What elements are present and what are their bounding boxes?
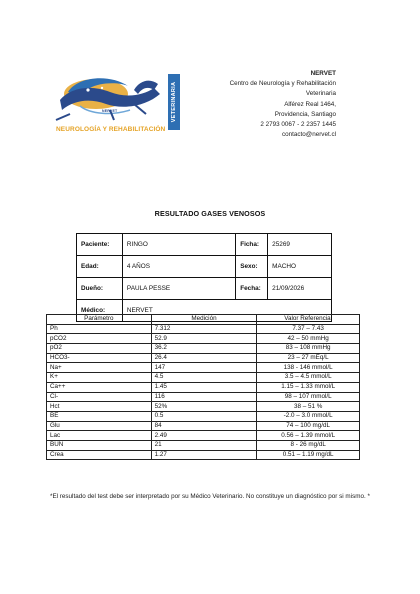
table-row — [47, 344, 360, 354]
document-title: RESULTADO GASES VENOSOS — [154, 209, 266, 218]
parameter-cell: Ph — [47, 324, 152, 334]
measurement-cell: 7.312 — [151, 324, 257, 334]
parameter-cell: Crea — [47, 450, 152, 460]
reference-cell: 1.15 – 1.33 mmol/L — [257, 382, 360, 392]
measurement-cell: 0.5 — [151, 411, 257, 421]
measurement-cell: 26.4 — [151, 353, 257, 363]
parameter-cell: HCO3- — [47, 353, 152, 363]
table-row — [47, 402, 360, 412]
parameter-cell: Lac — [47, 431, 152, 441]
sex-label: Sexo: — [236, 256, 268, 278]
patient-label: Paciente: — [77, 234, 123, 256]
patient-info-table — [76, 233, 332, 322]
table-row — [47, 353, 360, 363]
reference-cell: 7.37 – 7.43 — [257, 324, 360, 334]
doctor-label: Médico: — [77, 300, 123, 322]
measurement-cell: 21 — [151, 440, 257, 450]
nervet-logo — [50, 70, 182, 142]
column-header-parameter: Parámetro — [47, 315, 152, 325]
results-body — [47, 324, 360, 460]
dog-brain-logo-icon — [50, 70, 168, 122]
measurement-cell: 52% — [151, 402, 257, 412]
column-header-measurement: Medición — [151, 315, 257, 325]
table-row — [47, 411, 360, 421]
owner-row — [77, 278, 332, 300]
results-header-row — [47, 315, 360, 325]
measurement-cell: 52.9 — [151, 334, 257, 344]
parameter-cell: BE — [47, 411, 152, 421]
clinic-phone: 2 2793 0067 - 2 2357 1445 — [260, 121, 336, 129]
measurement-cell: 84 — [151, 421, 257, 431]
age-value: 4 AÑOS — [122, 256, 235, 278]
clinic-email: contacto@nervet.cl — [282, 131, 336, 139]
measurement-cell: 1.45 — [151, 382, 257, 392]
reference-cell: 98 – 107 mmol/L — [257, 392, 360, 402]
reference-cell: -2.0 – 3.0 mmol/L — [257, 411, 360, 421]
reference-cell: 3.5 – 4.5 mmol/L — [257, 373, 360, 383]
reference-cell: 83 – 108 mmHg — [257, 344, 360, 354]
reference-cell: 8 - 26 mg/dL — [257, 440, 360, 450]
logo-vertical-text: VETERINARIA — [171, 81, 177, 123]
table-row — [47, 334, 360, 344]
reference-cell: 0.51 – 1.19 mg/dL — [257, 450, 360, 460]
owner-label: Dueño: — [77, 278, 123, 300]
parameter-cell: Glu — [47, 421, 152, 431]
age-label: Edad: — [77, 256, 123, 278]
table-row — [47, 421, 360, 431]
clinic-name: NERVET — [310, 70, 336, 77]
record-label: Ficha: — [236, 234, 268, 256]
table-row — [47, 431, 360, 441]
measurement-cell: 4.5 — [151, 373, 257, 383]
table-row — [47, 450, 360, 460]
reference-cell: 38 – 51 % — [257, 402, 360, 412]
parameter-cell: pO2 — [47, 344, 152, 354]
disclaimer-note: *El resultado del test debe ser interpretado por su Médico Veterinario. No constituye un diagnóstico por si mismo. * — [50, 493, 370, 500]
owner-value: PAULA PESSE — [122, 278, 235, 300]
logo-tagline: NEUROLOGÍA Y REHABILITACIÓN — [56, 126, 166, 133]
parameter-cell: Na+ — [47, 363, 152, 373]
clinic-address: Alférez Real 1464, — [284, 100, 336, 108]
table-row — [47, 324, 360, 334]
parameter-cell: Cl- — [47, 392, 152, 402]
doctor-value: NERVET — [122, 300, 331, 322]
reference-cell: 23 – 27 mEq/L — [257, 353, 360, 363]
table-row — [47, 392, 360, 402]
table-row — [47, 382, 360, 392]
reference-cell: 74 – 100 mg/dL — [257, 421, 360, 431]
age-row — [77, 256, 332, 278]
measurement-cell: 1.27 — [151, 450, 257, 460]
parameter-cell: Ca++ — [47, 382, 152, 392]
results-table — [46, 314, 360, 460]
logo-brand-text: NERVET — [102, 109, 118, 113]
clinic-contact-block — [230, 69, 336, 140]
clinic-line: Centro de Neurología y Rehabilitación — [229, 80, 336, 88]
parameter-cell: pCO2 — [47, 334, 152, 344]
patient-name: RINGO — [122, 234, 235, 256]
parameter-cell: K+ — [47, 373, 152, 383]
measurement-cell: 147 — [151, 363, 257, 373]
table-row — [47, 363, 360, 373]
measurement-cell: 116 — [151, 392, 257, 402]
sex-value: MACHO — [268, 256, 332, 278]
column-header-reference: Valor Referencial — [257, 315, 360, 325]
reference-cell: 0.56 – 1.39 mmol/L — [257, 431, 360, 441]
record-number: 25269 — [268, 234, 332, 256]
table-row — [47, 373, 360, 383]
parameter-cell: BUN — [47, 440, 152, 450]
patient-row — [77, 234, 332, 256]
reference-cell: 138 - 146 mmol/L — [257, 363, 360, 373]
clinic-line: Veterinaria — [305, 90, 336, 98]
date-value: 21/09/2026 — [268, 278, 332, 300]
logo-vertical-band — [168, 74, 180, 130]
measurement-cell: 2.49 — [151, 431, 257, 441]
clinic-city: Providencia, Santiago — [274, 110, 336, 118]
parameter-cell: Hct — [47, 402, 152, 412]
reference-cell: 42 – 50 mmHg — [257, 334, 360, 344]
date-label: Fecha: — [236, 278, 268, 300]
measurement-cell: 36.2 — [151, 344, 257, 354]
table-row — [47, 440, 360, 450]
